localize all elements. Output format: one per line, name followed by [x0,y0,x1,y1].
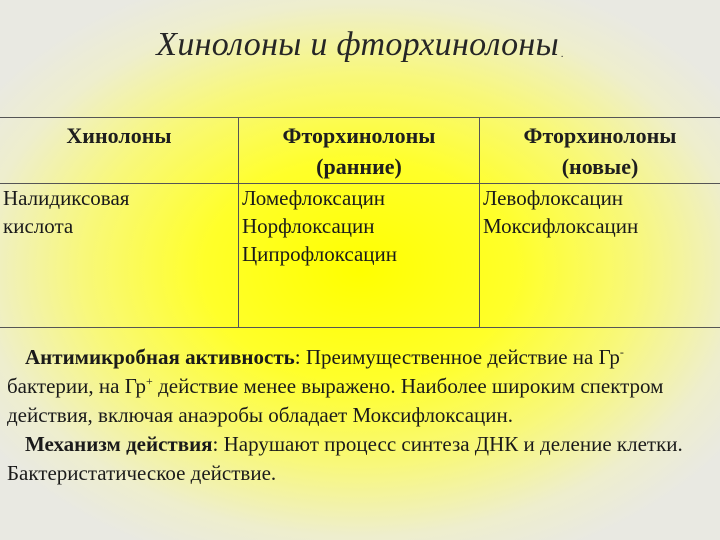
drug-name: Налидиксовая [3,186,130,210]
paragraph-text: Нарушают процесс синтеза ДНК и деление клетки. Бактеристатическое действие. [7,432,683,485]
drug-name: Ципрофлоксацин [242,242,397,266]
header-line: Фторхинолоны [523,123,677,148]
drug-name: кислота [3,214,74,238]
header-fluoroquinolones-new [480,120,720,182]
header-fluoroquinolones-early [239,120,479,182]
drug-name: Левофлоксацин [483,186,624,210]
gram-positive-sign: + [146,374,153,388]
header-line: Фторхинолоны [282,123,436,148]
header-line: (новые) [561,154,639,179]
cell-fluoroquinolones-early [239,184,479,268]
cell-quinolones [0,184,238,240]
slide-title-text: Хинолоны и фторхинолоны [156,26,559,63]
drug-name: Моксифлоксацин [483,214,639,238]
antimicrobial-activity-paragraph [7,343,715,430]
label-colon: : [294,345,301,369]
drug-name: Норфлоксацин [242,214,375,238]
description-text [7,343,715,488]
drug-class-table [0,117,720,328]
mechanism-paragraph [7,430,715,488]
antimicrobial-activity-label: Антимикробная активность [25,345,295,369]
title-dot: . [560,49,564,60]
gram-negative-sign: - [619,345,624,359]
header-quinolones [0,120,238,151]
paragraph-text: Преимущественное действие на Гр [300,345,620,369]
cell-fluoroquinolones-new [480,184,720,240]
paragraph-text: бактерии, на Гр [7,374,147,398]
header-line: Хинолоны [66,123,172,148]
slide-title [0,26,720,64]
paragraph-text: действие менее выражено. Наиболее широким спектром действия, включая анаэробы обладает Моксифлоксацин. [7,374,664,427]
mechanism-label: Механизм действия [25,432,213,456]
drug-name: Ломефлоксацин [242,186,386,210]
label-colon: : [212,432,219,456]
header-line: (ранние) [316,154,402,179]
